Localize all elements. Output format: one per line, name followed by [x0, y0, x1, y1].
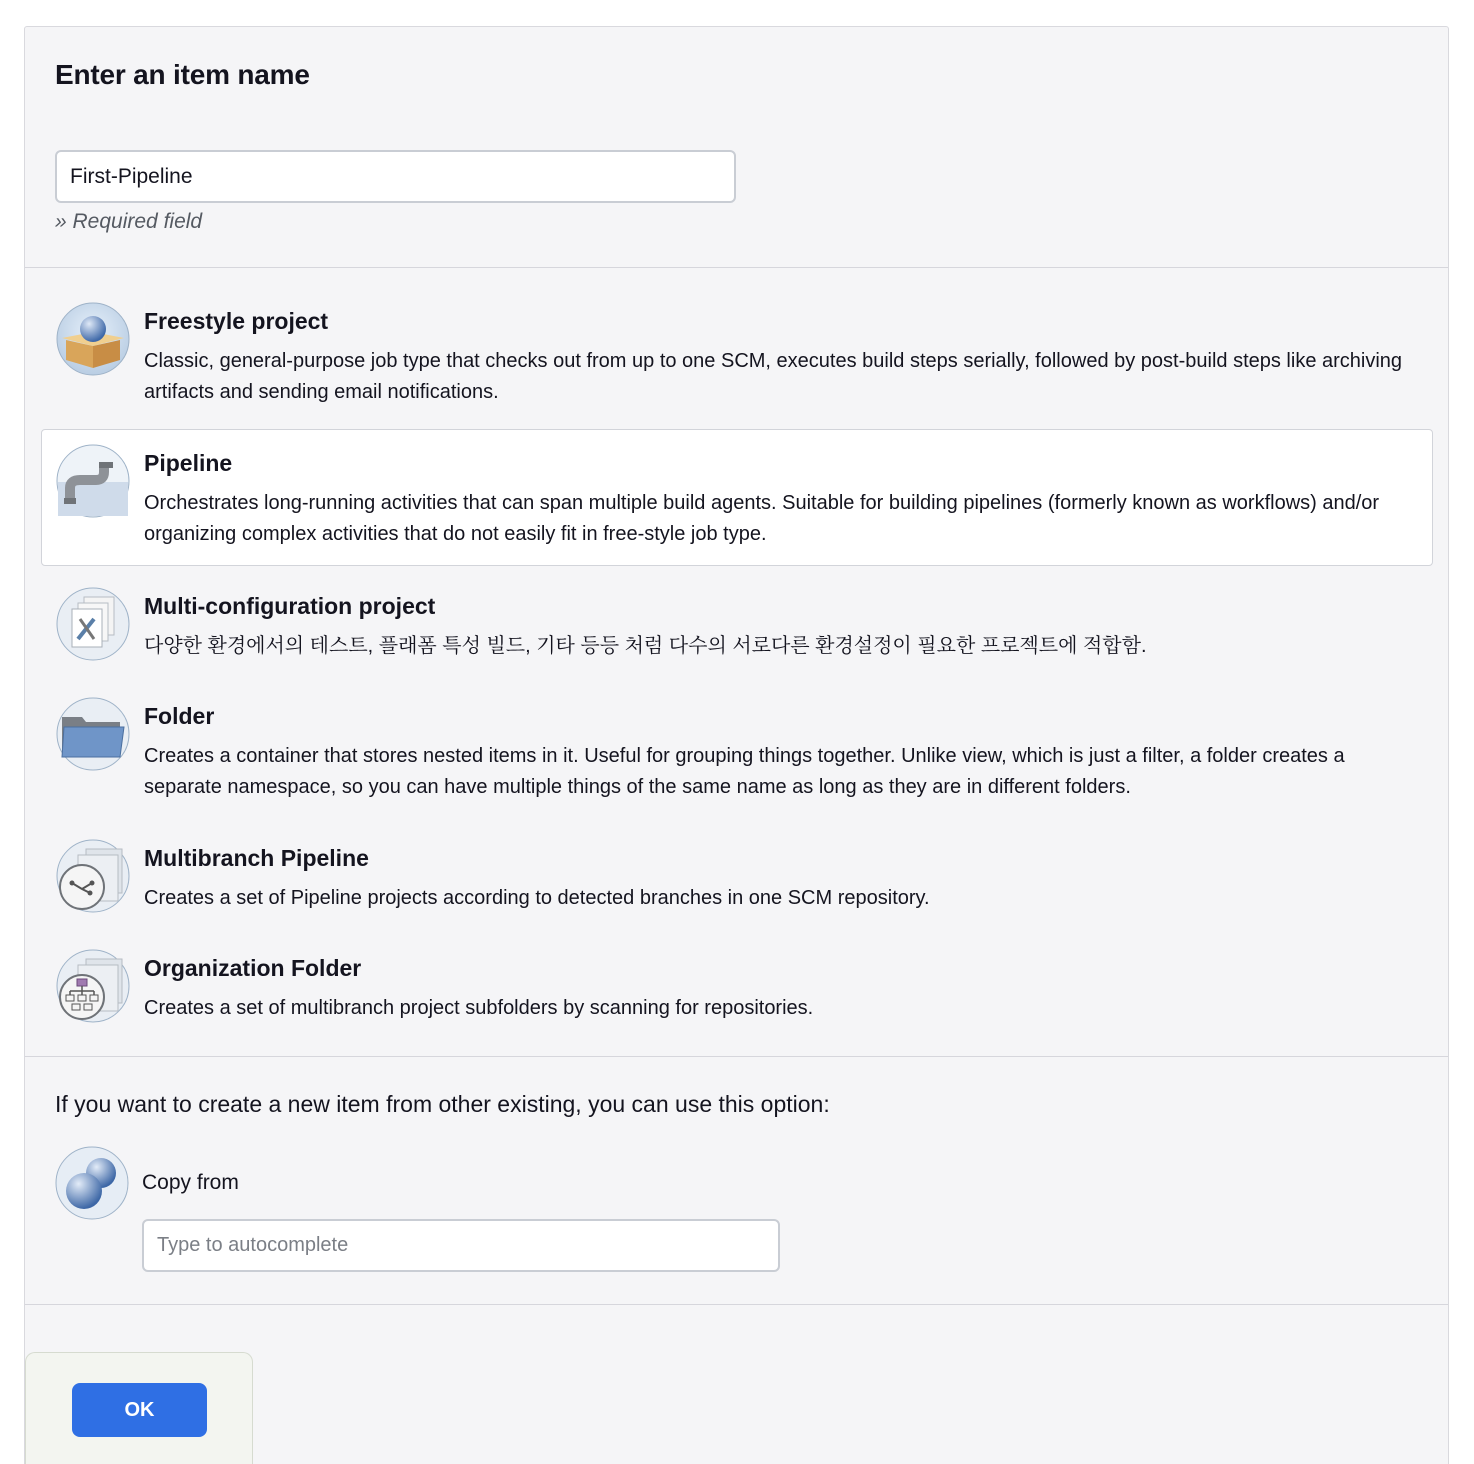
bottom-button-bar	[25, 1352, 253, 1464]
ok-button[interactable]: OK	[72, 1383, 207, 1437]
copy-section-label: If you want to create a new item from other existing, you can use this option:	[55, 1091, 830, 1117]
item-description: Orchestrates long-running activities that can span multiple build agents. Suitable for building pipelines (formerly known as workflows) and/or organizing complex activities that do not easily fit in free-style job type.	[144, 492, 1380, 545]
item-title: Multibranch Pipeline	[144, 845, 369, 871]
page-title: Enter an item name	[55, 59, 310, 90]
section-divider	[25, 1056, 1448, 1057]
new-item-form	[24, 26, 1449, 1464]
item-type-freestyle[interactable]	[41, 287, 1433, 417]
copy-from-icon	[55, 1146, 129, 1220]
item-title: Organization Folder	[144, 955, 362, 981]
item-title: Pipeline	[144, 450, 233, 476]
multi-configuration-icon	[56, 587, 130, 661]
organization-folder-icon	[56, 949, 130, 1023]
item-description: Creates a container that stores nested items in it. Useful for grouping things together. Unlike view, which is just a filter, a folder creates a separate namespace, so you can have multiple things of the same name as long as they are in different folders.	[144, 745, 1345, 798]
item-title: Folder	[144, 703, 215, 729]
item-type-multi-configuration[interactable]	[41, 572, 1433, 672]
item-description: Creates a set of multibranch project subfolders by scanning for repositories.	[144, 997, 814, 1019]
item-title: Freestyle project	[144, 308, 329, 334]
item-type-folder[interactable]	[41, 682, 1433, 812]
section-divider	[25, 267, 1448, 268]
section-divider	[25, 1304, 1448, 1305]
pipeline-icon	[56, 444, 130, 518]
item-title: Multi-configuration project	[144, 593, 436, 619]
copy-from-label: Copy from	[142, 1171, 239, 1194]
freestyle-project-icon	[56, 302, 130, 376]
item-type-multibranch-pipeline[interactable]	[41, 824, 1433, 924]
copy-from-input[interactable]	[142, 1219, 780, 1272]
item-description: Creates a set of Pipeline projects according to detected branches in one SCM repository.	[144, 887, 930, 909]
item-type-pipeline[interactable]	[41, 429, 1433, 566]
item-description: 다양한 환경에서의 테스트, 플래폼 특성 빌드, 기타 등등 처럼 다수의 서로다른 환경설정이 필요한 프로젝트에 적합함.	[144, 635, 1147, 657]
item-description: Classic, general-purpose job type that checks out from up to one SCM, executes build steps serially, followed by post-build steps like archiving artifacts and sending email notifications.	[144, 350, 1403, 403]
required-field-hint: » Required field	[55, 210, 203, 233]
item-type-organization-folder[interactable]	[41, 934, 1433, 1034]
folder-icon	[56, 697, 130, 771]
item-name-input[interactable]	[55, 150, 736, 203]
multibranch-pipeline-icon	[56, 839, 130, 913]
